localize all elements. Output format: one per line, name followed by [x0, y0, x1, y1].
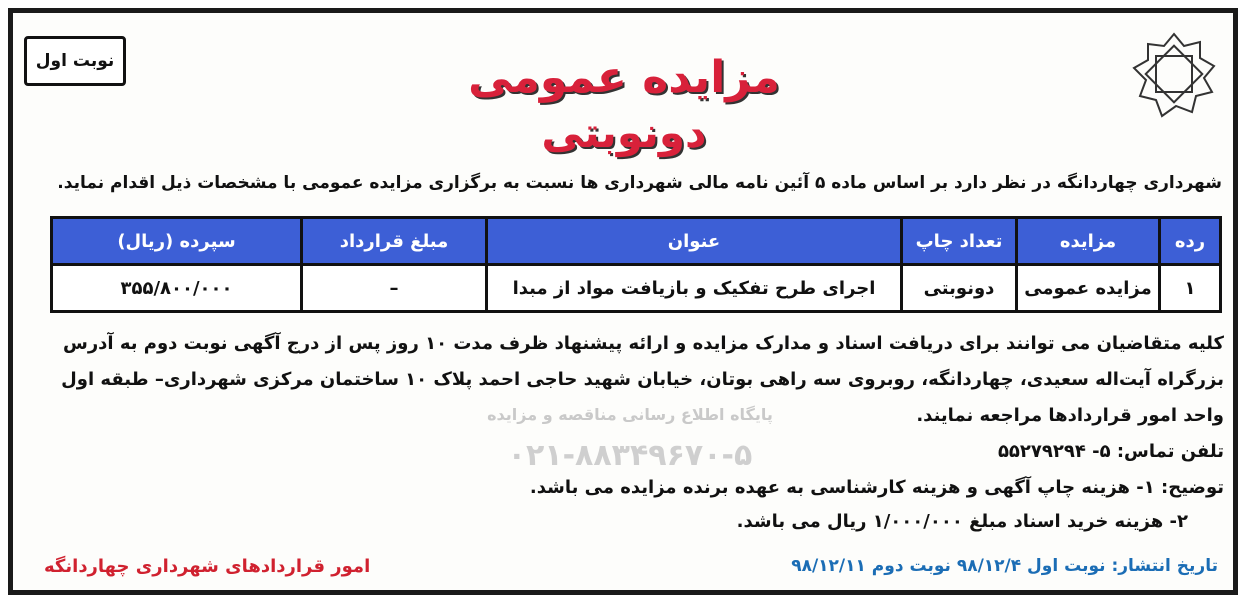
watermark-text: پایگاه اطلاع رسانی مناقصه و مزایده — [487, 405, 773, 424]
note-1: توضیح: ۱- هزینه چاپ آگهی و هزینه کارشناسی به عهده برنده مزایده می باشد. — [529, 477, 1224, 498]
publish-dates: تاریخ انتشار: نوبت اول ۹۸/۱۲/۴ نوبت دوم ۹۸/۱۲/۱۱ — [791, 556, 1218, 576]
body-line-3: واحد امور قراردادها مراجعه نمایند. — [916, 405, 1224, 426]
cell-print-count: دونوبتی — [902, 265, 1017, 312]
main-title: مزایده عمومی — [468, 52, 780, 103]
col-index-header: رده — [1160, 218, 1221, 265]
col-title-header: عنوان — [487, 218, 902, 265]
col-deposit-header: سپرده (ریال) — [52, 218, 302, 265]
cell-deposit: ۳۵۵/۸۰۰/۰۰۰ — [52, 265, 302, 312]
first-round-badge: نوبت اول — [24, 36, 126, 86]
cell-auction: مزایده عمومی — [1017, 265, 1160, 312]
cell-title: اجرای طرح تفکیک و بازیافت مواد از مبدا — [487, 265, 902, 312]
intro-text: شهرداری چهاردانگه در نظر دارد بر اساس ماده ۵ آئین نامه مالی شهرداری ها نسبت به برگزاری مزایده عمومی با مشخصات ذیل اقدام نماید. — [57, 173, 1222, 193]
contact-phone: تلفن تماس: ۵- ۵۵۲۷۹۲۹۴ — [997, 441, 1224, 462]
signature: امور قراردادهای شهرداری چهاردانگه — [44, 556, 371, 577]
col-contract-amount-header: مبلغ قرارداد — [302, 218, 487, 265]
watermark-phone: ۰۲۱-۸۸۳۴۹۶۷۰-۵ — [507, 438, 753, 473]
col-auction-header: مزایده — [1017, 218, 1160, 265]
cell-index: ۱ — [1160, 265, 1221, 312]
table-header-row — [52, 218, 1221, 265]
body-line-1: کلیه متقاضیان می توانند برای دریافت اسناد و مدارک مزایده و ارائه پیشنهاد ظرف مدت ۱۰ روز پس از درج آگهی نوبت دوم به آدرس — [62, 333, 1224, 354]
auction-table — [50, 216, 1222, 313]
cell-contract-amount: – — [302, 265, 487, 312]
table-row — [52, 265, 1221, 312]
col-print-count-header: تعداد چاپ — [902, 218, 1017, 265]
body-line-2: بزرگراه آیت‌اله سعیدی، چهاردانگه، روبروی سه راهی بوتان، خیابان شهید حاجی احمد پلاک ۱۰ ساختمان مرکزی شهرداری– طبقه اول — [61, 369, 1224, 390]
note-2: ۲- هزینه خرید اسناد مبلغ ۱/۰۰۰/۰۰۰ ریال می باشد. — [736, 511, 1188, 532]
sub-title: دونوبتی — [541, 108, 707, 157]
